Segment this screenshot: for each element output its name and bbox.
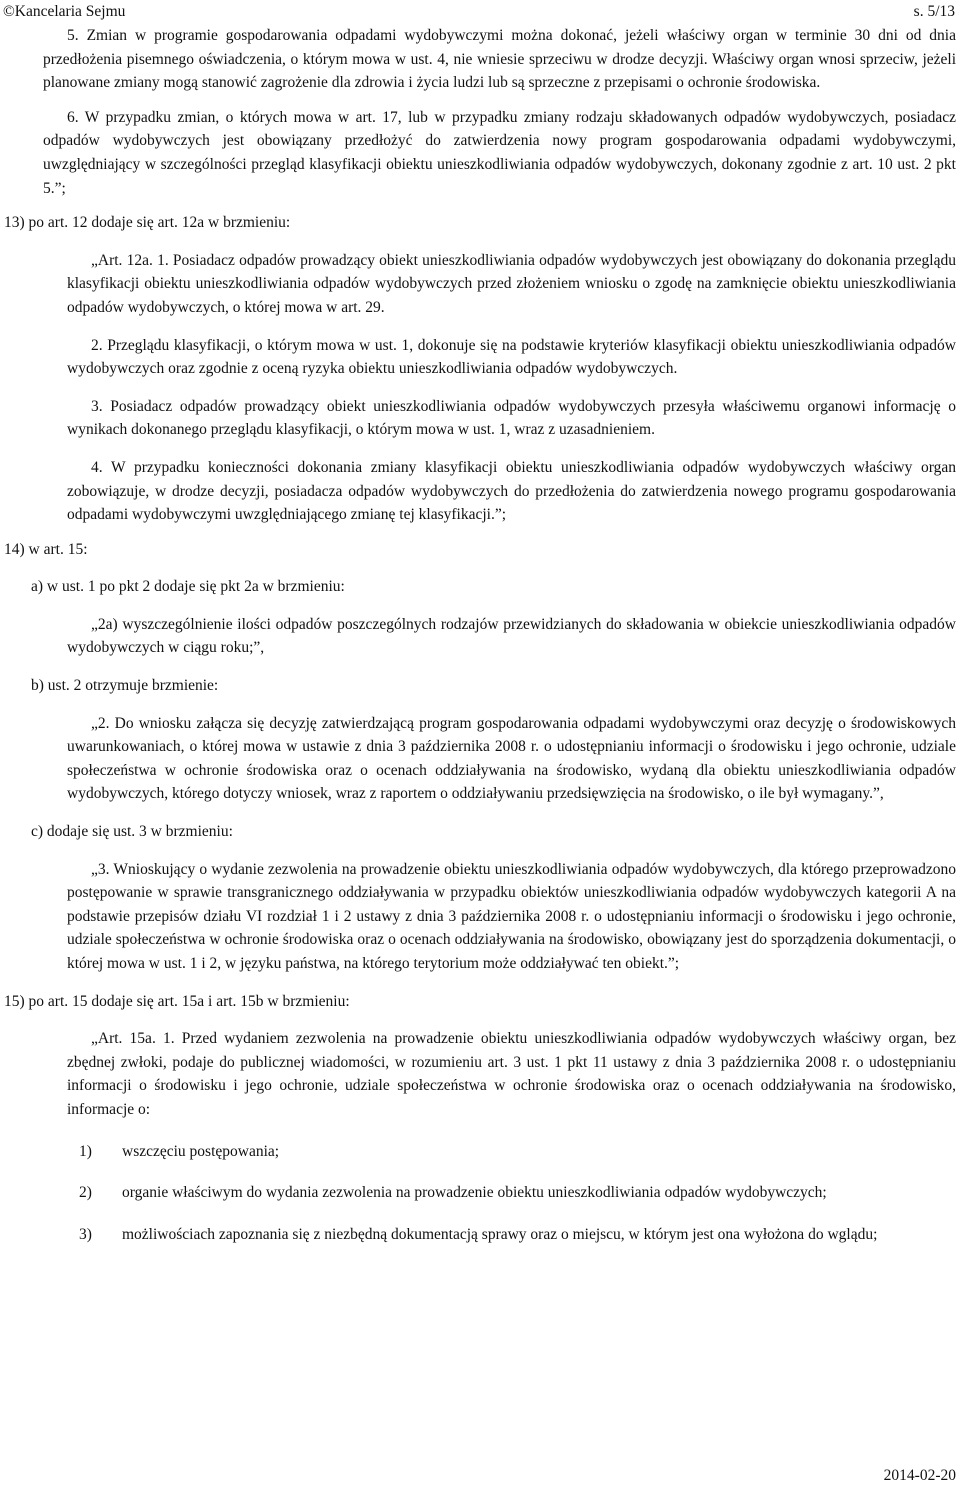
point-14-a: a) w ust. 1 po pkt 2 dodaje się pkt 2a w brzmieniu: [31,578,345,596]
article-12a [67,249,956,527]
document-body [0,24,960,1246]
list-item [79,1140,956,1164]
point-14-c-text: „3. Wnioskujący o wydanie zezwolenia na prowadzenie obiektu unieszkodliwiania odpadów wydobywczych, dla którego przeprowadzono postępowanie w sprawie transgranicznego oddziaływania w przypadku obiektów unieszkodliwiania odpadów wydobywczych kategorii A na podstawie przepisów działu VI rozdział 1 i 2 ustawy z dnia 3 października 2008 r. o udostępnianiu informacji o środowisku i jego ochronie, udziale społeczeństwa w ochronie środowiska oraz o ocenach oddziaływania na środowisko, obowiązany jest do sporządzenia dokumentacji, o której mowa w ust. 1 i 2, w języku państwa, na którego terytorium może oddziaływać ten obiekt.”; [67,860,956,972]
page-number: s. 5/13 [913,3,955,20]
point-14-b-text: „2. Do wniosku załącza się decyzję zatwierdzającą program gospodarowania odpadami wydobywczymi oraz decyzję o środowiskowych uwarunkowaniach, o której mowa w ustawie z dnia 3 października 2008 r. o udostępnianiu informacji o środowisku i jego ochronie, udziale społeczeństwa w ochronie środowiska oraz o ocenach oddziaływania na środowisko, wydaną dla obiektu unieszkodliwiania odpadów wydobywczych, którego dotyczy wniosek, wraz z raportem o oddziaływaniu przedsięwzięcia na środowisko, o ile był wymagany.”, [67,714,956,803]
article-12a-ust-2: 2. Przeglądu klasyfikacji, o którym mowa w ust. 1, dokonuje się na podstawie kryteriów klasyfikacji obiektu unieszkodliwiania odpadów wydobywczych oraz zgodnie z oceną ryzyka obiektu unieszkodliwiania odpadów wydobywczych. [67,336,956,378]
list-item [79,1181,956,1205]
point-14: 14) w art. 15: [4,540,88,558]
article-12a-ust-1: „Art. 12a. 1. Posiadacz odpadów prowadzący obiekt unieszkodliwiania odpadów wydobywczych jest obowiązany do dokonania przeglądu klasyfikacji obiektu unieszkodliwiania odpadów wydobywczych przed złożeniem wniosku o zgodę na zamknięcie obiektu unieszkodliwiania odpadów wydobywczych, o której mowa w art. 29. [67,251,956,316]
article-12a-ust-4: 4. W przypadku konieczności dokonania zmiany klasyfikacji obiektu unieszkodliwiania odpadów wydobywczych właściwy organ zobowiązuje, w drodze decyzji, posiadacza odpadów wydobywczych do przedłożenia do zatwierdzenia nowego programu gospodarowania odpadami wydobywczymi uwzględniającego zmianę tej klasyfikacji.”; [67,458,956,524]
copyright-link[interactable]: ©Kancelaria Sejmu [3,3,126,20]
list-item-number: 3) [79,1225,92,1243]
point-13: 13) po art. 12 dodaje się art. 12a w brzmieniu: [4,214,291,232]
paragraph-6: 6. W przypadku zmian, o których mowa w art. 17, lub w przypadku zmiany rodzaju składowanych odpadów wydobywczych, posiadacz odpadów wydobywczych jest obowiązany przedłożyć do zatwierdzenia nowy program gospodarowania odpadami wydobywczymi, uwzględniający w szczególności przegląd klasyfikacji obiektu unieszkodliwiania odpadów wydobywczych, dokonany zgodnie z art. 10 ust. 2 pkt 5.”; [43,108,956,197]
point-14-b: b) ust. 2 otrzymuje brzmienie: [31,677,219,695]
point-14-c: c) dodaje się ust. 3 w brzmieniu: [31,823,233,841]
paragraph-5: 5. Zmian w programie gospodarowania odpadami wydobywczymi można dokonać, jeżeli właściwy organ w terminie 30 dni od dnia przedłożenia pisemnego oświadczenia, o którym mowa w ust. 4, nie wniesie sprzeciwu w drodze decyzji. Właściwy organ wnosi sprzeciw, jeżeli planowane zmiany mogą stanowić zagrożenie dla zdrowia i życia ludzi lub są sprzeczne z przepisami o ochronie środowiska. [43,27,956,92]
list-item-text: możliwościach zapoznania się z niezbędną dokumentacją sprawy oraz o miejscu, w którym jest ona wyłożona do wglądu; [122,1225,878,1243]
point-14-a-text: „2a) wyszczególnienie ilości odpadów poszczególnych rodzajów przewidzianych do składowania w obiekcie unieszkodliwiania odpadów wydobywczych w ciągu roku;”, [67,615,956,657]
article-12a-ust-3: 3. Posiadacz odpadów prowadzący obiekt unieszkodliwiania odpadów wydobywczych przesyła właściwemu organowi informację o wynikach dokonanego przeglądu klasyfikacji, o którym mowa w ust. 1, wraz z uzasadnieniem. [67,397,956,439]
point-15: 15) po art. 15 dodaje się art. 15a i art. 15b w brzmieniu: [4,992,350,1010]
list-item-number: 1) [79,1142,92,1160]
list-item-text: organie właściwym do wydania zezwolenia na prowadzenie obiektu unieszkodliwiania odpadów wydobywczych; [122,1184,827,1202]
article-15a-ust-1: „Art. 15a. 1. Przed wydaniem zezwolenia na prowadzenie obiektu unieszkodliwiania odpadów wydobywczych właściwy organ, bez zbędnej zwłoki, podaje do publicznej wiadomości, w rozumieniu art. 3 ust. 1 pkt 11 ustawy z dnia 3 października 2008 r. o udostępnianiu informacji o środowisku i jego ochronie, udziale społeczeństwa w ochronie środowiska oraz o ocenach oddziaływania na środowisko, informacje o: [67,1030,956,1118]
list-item-text: wszczęciu postępowania; [122,1142,280,1160]
list-item-number: 2) [79,1184,92,1202]
footer-date: 2014-02-20 [883,1467,956,1484]
list-item [79,1223,956,1247]
